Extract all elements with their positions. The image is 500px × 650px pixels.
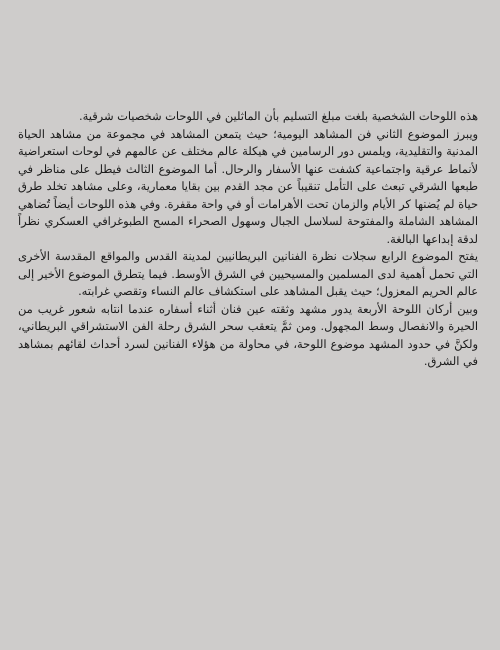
paragraph-1: هذه اللوحات الشخصية بلغت مبلغ التسليم بأن الماثلين في اللوحات شخصيات شرقية.: [79, 109, 478, 123]
body-text: [18, 108, 478, 371]
paragraph-4: وبين أركان اللوحة الأربعة يدور مشهد وثقته عين فنان أثناء أسفاره عندما انتابه شعور غريب من الحيرة والانفصال وسط المجهول. ومن ثمَّ يتعقب سحر الشرق رحلة الفن الاستشراقي البريطاني، ولكنَّ في حدود المشهد موضوع اللوحة، في محاولة من هؤلاء الفنانين لسرد أحداث لقائهم بمشاهد في الشرق.: [18, 301, 478, 368]
paragraph-2: ويبرز الموضوع الثاني فن المشاهد اليومية؛ حيث يتمعن المشاهد في مجموعة من مشاهد الحياة المدنية والتقليدية، ويلمس دور الرسامين في هيكلة عالم مختلف عن عالمهم في لوحات استعراضية لأنماط عرقية واجتماعية كشفت عنها الأسفار والرحال. أما الموضوع الثالث فيطل على مناظر في طبعها الشرقي تبعث على التأمل تنقيباً عن مجد القدم بين بقايا معمارية، وعلى مشاهد تخلد طرق حياة لم يُضنها كر الأيام والزمان تحت الأهرامات أو في واحة مقفرة. وفي هذه اللوحات أيضاً تُضاهي المشاهد الشاملة والمفتوحة لسلاسل الجبال وسهول الصحراء المسح الطبوغرافي العسكري نظراً لدقة إبداعها البالغة.: [18, 126, 478, 246]
paragraph-3: يفتح الموضوع الرابع سجلات نظرة الفنانين البريطانيين لمدينة القدس والمواقع المقدسة الأخرى التي تحمل أهمية لدى المسلمين والمسيحيين في الشرق الأوسط. فيما يتطرق الموضوع الأخير إلى عالم الحريم المعزول؛ حيث يقبل المشاهد على استكشاف عالم النساء وتقصي غرابته.: [18, 249, 478, 298]
